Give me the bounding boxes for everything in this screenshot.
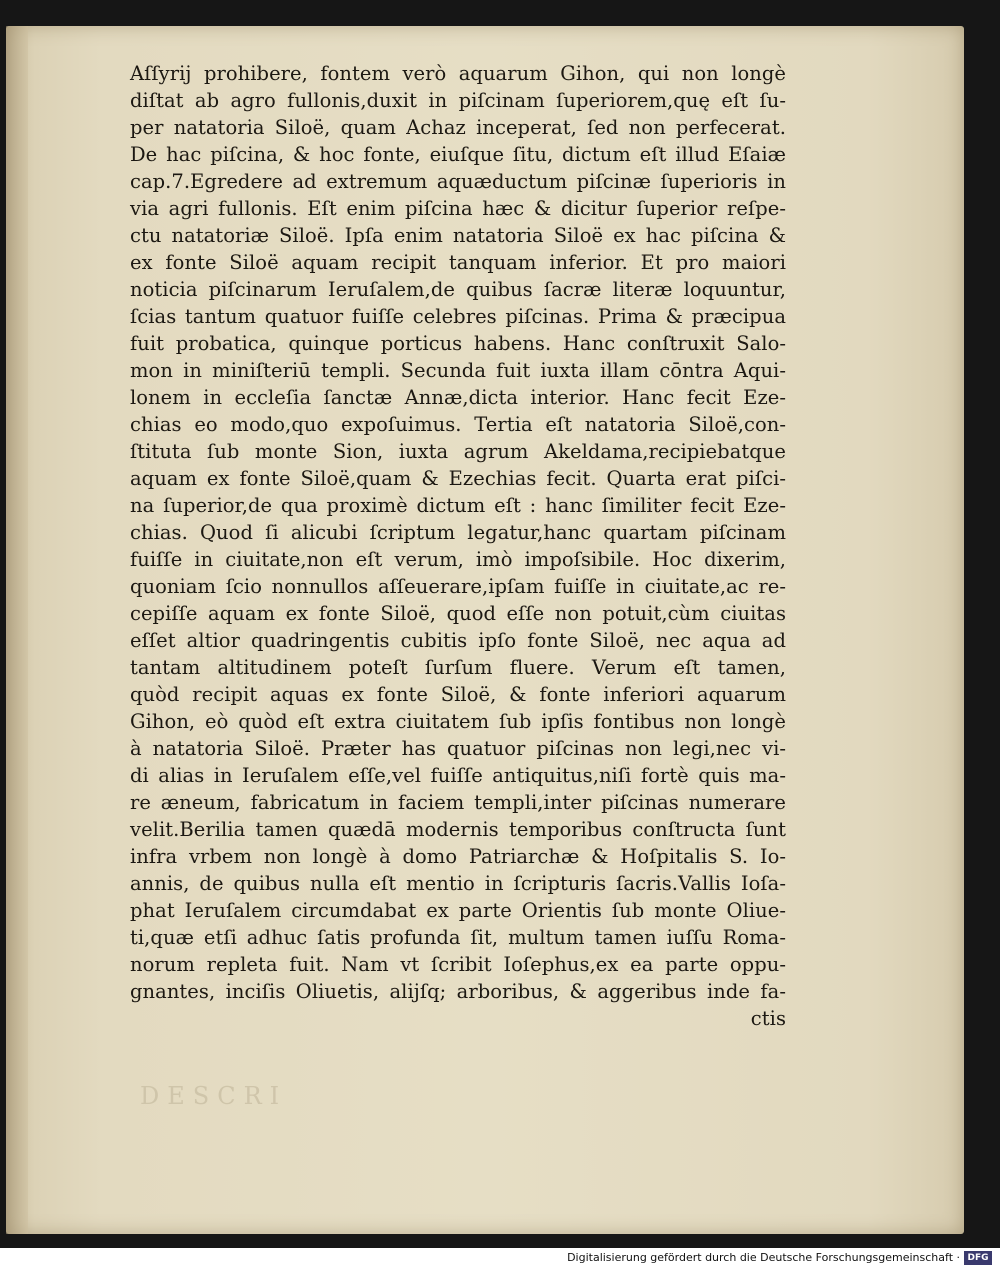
text-line: De hac piſcina, & hoc fonte, eiuſque ſitu, dictum eſt illud Eſaiæ [130, 143, 786, 166]
text-line: norum repleta fuit. Nam vt ſcribit Ioſephus,ex ea parte oppu- [130, 953, 786, 976]
text-line: Aſſyrij prohibere, fontem verò aquarum Gihon, qui non longè [130, 62, 786, 85]
text-line: Gihon, eò quòd eſt extra ciuitatem ſub ipſis fontibus non longè [130, 710, 786, 733]
text-line: fuit probatica, quinque porticus habens. Hanc conſtruxit Salo- [130, 332, 786, 355]
text-line: ſcias tantum quatuor fuiſſe celebres piſcinas. Prima & præcipua [130, 305, 786, 328]
text-line: ſtituta ſub monte Sion, iuxta agrum Akeldama,recipiebatque [130, 440, 786, 463]
text-line: via agri fullonis. Eſt enim piſcina hæc & dicitur ſuperior reſpe- [130, 197, 786, 220]
text-line: ex fonte Siloë aquam recipit tanquam inferior. Et pro maiori [130, 251, 786, 274]
text-line: tantam altitudinem poteſt ſurſum fluere. Verum eſt tamen, [130, 656, 786, 679]
bleed-through-text: DESCRI [140, 1082, 288, 1110]
text-line: quòd recipit aquas ex fonte Siloë, & fonte inferiori aquarum [130, 683, 786, 706]
text-line: mon in miniſteriū templi. Secunda fuit iuxta illam cōntra Aqui- [130, 359, 786, 382]
text-line: quoniam ſcio nonnullos aſſeuerare,ipſam fuiſſe in ciuitate,ac re- [130, 575, 786, 598]
text-line: infra vrbem non longè à domo Patriarchæ & Hoſpitalis S. Io- [130, 845, 786, 868]
text-line: à natatoria Siloë. Præter has quatuor piſcinas non legi,nec vi- [130, 737, 786, 760]
text-line: annis, de quibus nulla eſt mentio in ſcripturis ſacris.Vallis Ioſa- [130, 872, 786, 895]
text-line: na ſuperior,de qua proximè dictum eſt : hanc ſimiliter fecit Eze- [130, 494, 786, 517]
text-line: re æneum, fabricatum in faciem templi,inter piſcinas numerare [130, 791, 786, 814]
text-line: lonem in eccleſia ſanctæ Annæ,dicta interior. Hanc fecit Eze- [130, 386, 786, 409]
text-line: ti,quæ etſi adhuc ſatis profunda ſit, multum tamen iuſſu Roma- [130, 926, 786, 949]
text-line: cepiſſe aquam ex fonte Siloë, quod eſſe non potuit,cùm ciuitas [130, 602, 786, 625]
text-line: aquam ex fonte Siloë,quam & Ezechias fecit. Quarta erat piſci- [130, 467, 786, 490]
text-line: phat Ieruſalem circumdabat ex parte Orientis ſub monte Oliue- [130, 899, 786, 922]
text-line: velit.Berilia tamen quædā modernis temporibus conſtructa ſunt [130, 818, 786, 841]
footer-bar [0, 1248, 1000, 1268]
body-text [130, 60, 786, 1032]
text-line: noticia piſcinarum Ieruſalem,de quibus ſacræ literæ loquuntur, [130, 278, 786, 301]
text-line: gnantes, inciſis Oliuetis, alijſq; arboribus, & aggeribus inde fa- [130, 980, 786, 1003]
dfg-logo: DFG [964, 1251, 992, 1265]
text-line: chias. Quod ſi alicubi ſcriptum legatur,hanc quartam piſcinam [130, 521, 786, 544]
page-gutter [6, 26, 28, 1234]
text-line: fuiſſe in ciuitate,non eſt verum, imò impoſsibile. Hoc dixerim, [130, 548, 786, 571]
text-line: ctu natatoriæ Siloë. Ipſa enim natatoria Siloë ex hac piſcina & [130, 224, 786, 247]
text-line: per natatoria Siloë, quam Achaz inceperat, ſed non perfecerat. [130, 116, 786, 139]
footer-credit: Digitalisierung gefördert durch die Deutsche Forschungsgemeinschaft · [567, 1251, 960, 1264]
catchword: ctis [750, 1007, 786, 1030]
text-line: cap.7.Egredere ad extremum aquæductum piſcinæ ſuperioris in [130, 170, 786, 193]
text-line: di alias in Ieruſalem eſſe,vel fuiſſe antiquitus,niſi fortè quis ma- [130, 764, 786, 787]
text-line: chias eo modo,quo expoſuimus. Tertia eſt natatoria Siloë,con- [130, 413, 786, 436]
text-line: diſtat ab agro fullonis,duxit in piſcinam ſuperiorem,quę eſt ſu- [130, 89, 786, 112]
text-line: eſſet altior quadringentis cubitis ipſo fonte Siloë, nec aqua ad [130, 629, 786, 652]
